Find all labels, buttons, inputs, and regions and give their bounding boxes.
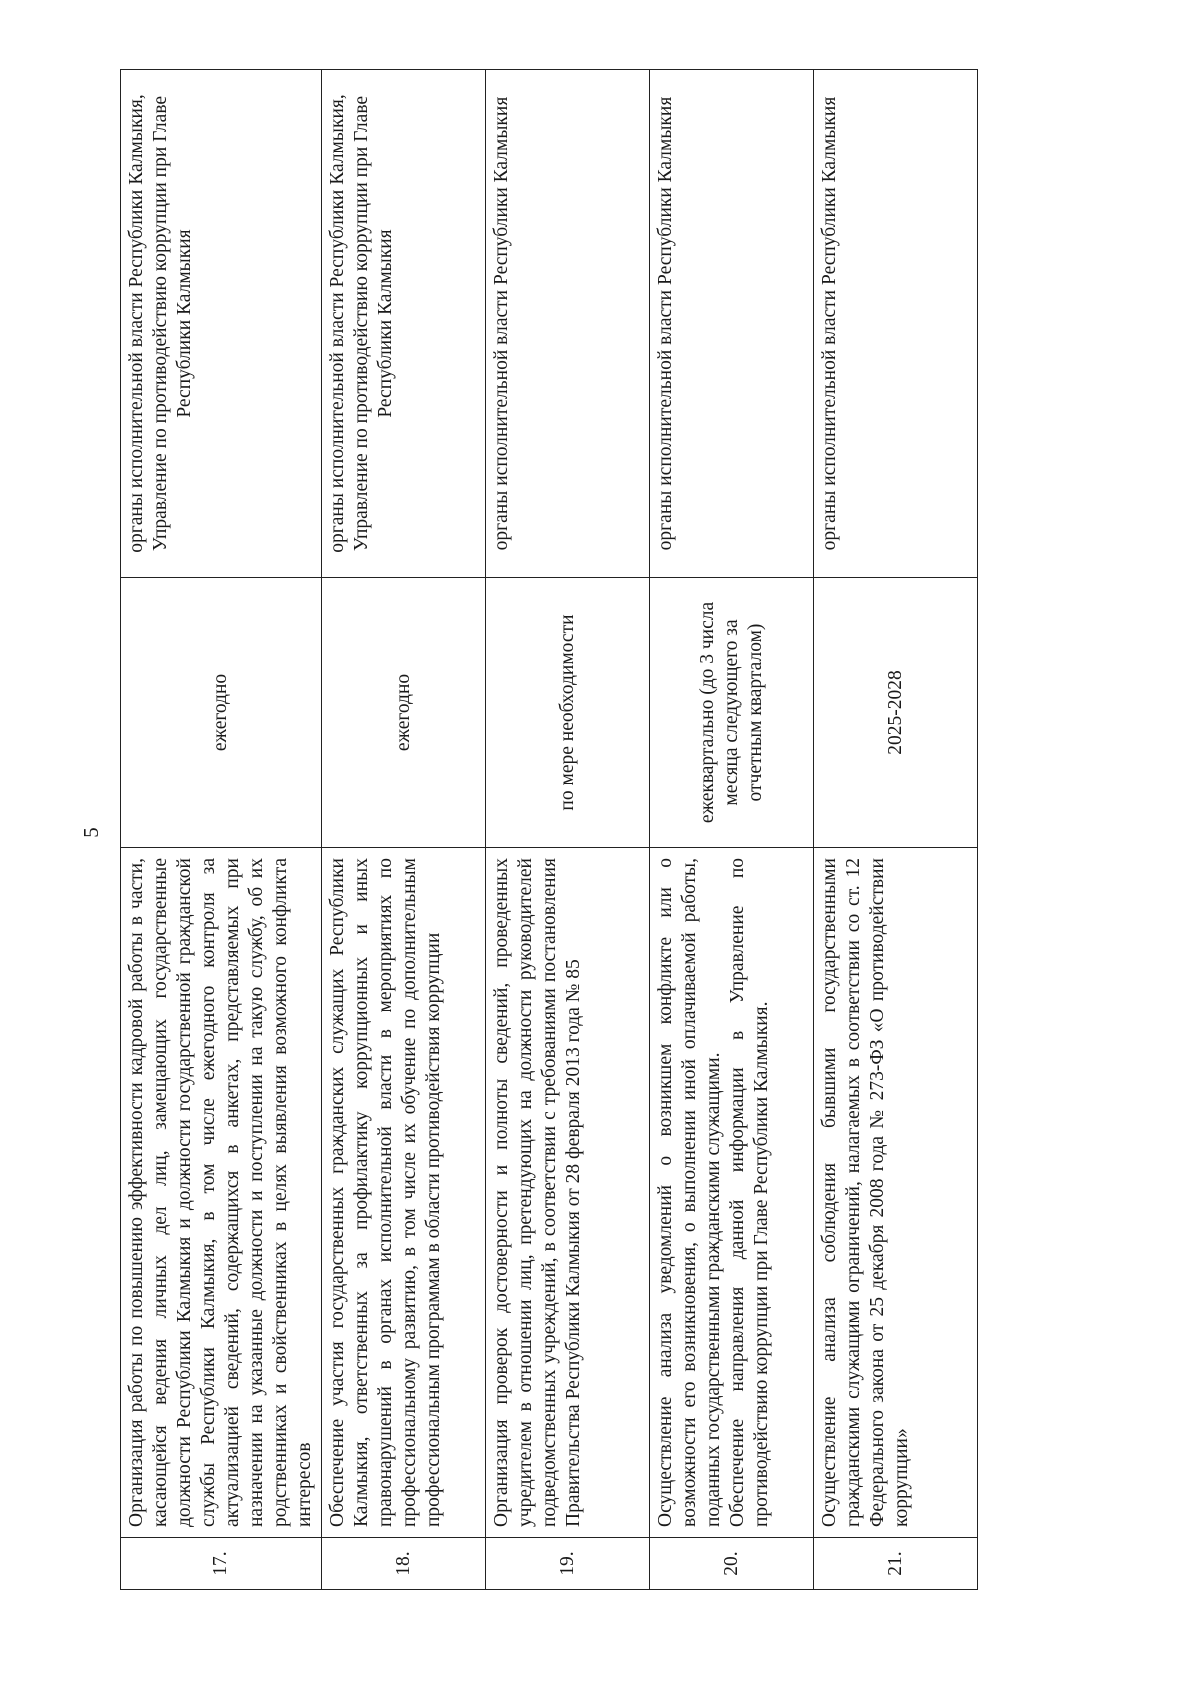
period-cell: ежеквартально (до 3 числа месяца следующего за отчетным кварталом) <box>650 578 814 848</box>
row-number: 18. <box>322 1538 486 1590</box>
table-row <box>814 70 978 1590</box>
responsible-cell: органы исполнительной власти Республики Калмыкия, Управление по противодействию коррупции при Главе Республики Калмыкия <box>322 70 486 578</box>
responsible-cell: органы исполнительной власти Республики Калмыкия, Управление по противодействию коррупции при Главе Республики Калмыкия <box>121 70 322 578</box>
table-row <box>486 70 650 1590</box>
row-number: 17. <box>121 1538 322 1590</box>
measure-text-line: Осуществление анализа уведомлений о возникшем конфликте или о возможности его возникновения, о выполнении иной оплачиваемой работы, поданных государственными гражданскими служащими. <box>655 858 724 1527</box>
page-number: 5 <box>78 827 103 838</box>
period-cell: ежегодно <box>322 578 486 848</box>
period-cell: ежегодно <box>121 578 322 848</box>
row-number: 21. <box>814 1538 978 1590</box>
measure-text: Обеспечение участия государственных гражданских служащих Республики Калмыкия, ответственных за профилактику коррупционных и иных правонарушений в органах исполнительной власти в мероприятиях по профессиональному развитию, в том числе их обучение по дополнительным профессиональным программам в области противодействия коррупции <box>322 848 486 1538</box>
responsible-cell: органы исполнительной власти Республики Калмыкия <box>486 70 650 578</box>
responsible-cell: органы исполнительной власти Республики Калмыкия <box>650 70 814 578</box>
rotated-table-container <box>120 70 940 1590</box>
row-number: 20. <box>650 1538 814 1590</box>
measure-text: Организация работы по повышению эффективности кадровой работы в части, касающейся ведения личных дел лиц, замещающих государственные должности Республики Калмыкия и должности государственной гражданской службы Республики Калмыкия, в том числе ежегодного контроля за актуализацией сведений, содержащихся в анкетах, представляемых при назначении на указанные должности и поступлении на такую службу, об их родственниках и свойственниках в целях выявления возможного конфликта интересов <box>121 848 322 1538</box>
table-row <box>121 70 322 1590</box>
measures-table <box>120 69 978 1590</box>
responsible-cell: органы исполнительной власти Республики Калмыкия <box>814 70 978 578</box>
measure-text <box>650 848 814 1538</box>
measure-text: Осуществление анализа соблюдения бывшими государственными гражданскими служащими ограничений, налагаемых в соответствии со ст. 12 Федерального закона от 25 декабря 2008 года № 273-ФЗ «О противодействии коррупции» <box>814 848 978 1538</box>
measure-text-line: Обеспечение направления данной информации в Управление по противодействию коррупции при Главе Республики Калмыкия. <box>727 858 772 1527</box>
measure-text: Организация проверок достоверности и полноты сведений, проведенных учредителем в отношении лиц, претендующих на должности руководителей подведомственных учреждений, в соответствии с требованиями постановления Правительства Республики Калмыкия от 28 февраля 2013 года № 85 <box>486 848 650 1538</box>
period-cell: по мере необходимости <box>486 578 650 848</box>
table-row <box>650 70 814 1590</box>
period-cell: 2025-2028 <box>814 578 978 848</box>
table-row <box>322 70 486 1590</box>
row-number: 19. <box>486 1538 650 1590</box>
